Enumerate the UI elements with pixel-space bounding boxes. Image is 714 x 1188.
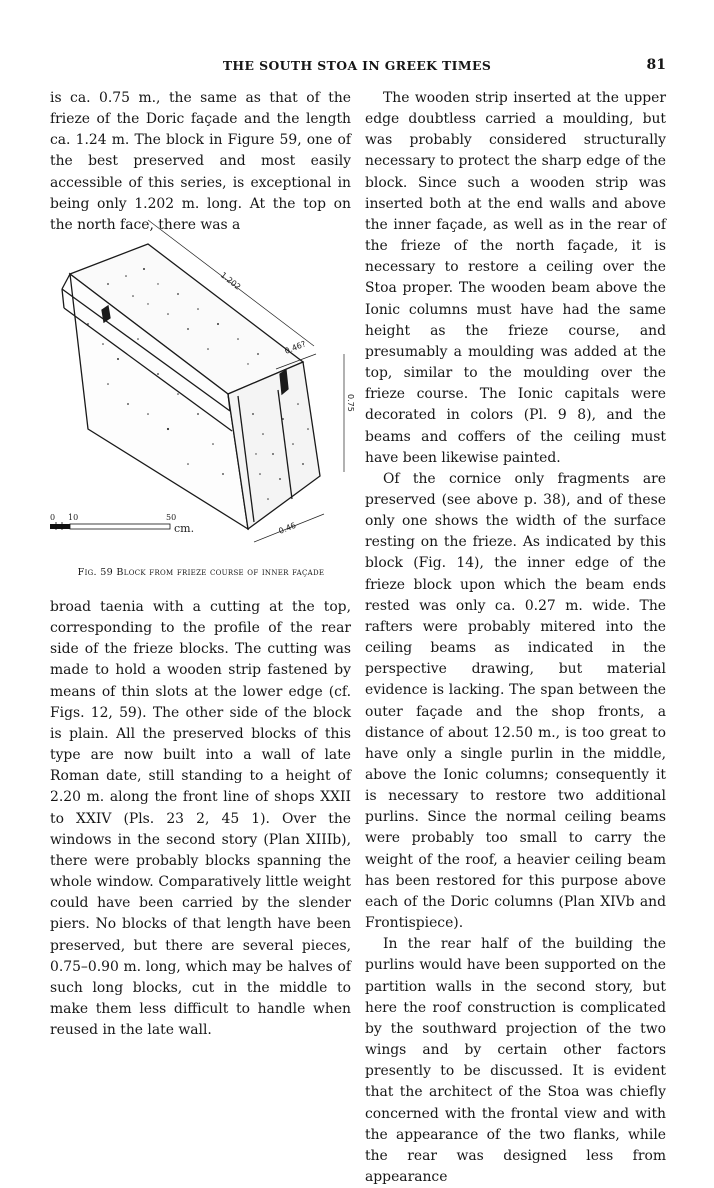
left-paragraph-bottom: broad taenia with a cutting at the top, corresponding to the profile of the rear side of the frieze blocks. The cutting was made to hold a wooden strip fastened by means of thin slots at the lower edge (cf. Figs. 12, 59). The other side of the block is plain. All the preserved blocks of this type are now built into a wall of late Roman date, still standing to a height of 2.20 m. along the front line of shops XXII to XXIV (Pls. 23 2, 45 1). Over the windows in the second story (Plan XIIIb), there were probably blocks spanning the whole window. Comparatively little weight could have been carried by the slender piers. No blocks of that length have been preserved, but there are several pieces, 0.75–0.90 m. long, which may be halves of such long blocks, cut in the middle to make them less difficult to handle when reused in the late wall. bbox=[50, 599, 351, 1039]
running-header bbox=[0, 56, 714, 78]
left-paragraph-top: is ca. 0.75 m., the same as that of the frieze of the Doric façade and the length ca. 1.24 m. The block in Figure 59, one of the best preserved and most easily accessible of this series, is exceptional in being only 1.202 m. long. At the top on the north face, there was a bbox=[50, 90, 351, 233]
scale-unit: cm. bbox=[174, 522, 195, 535]
right-paragraph-2: Of the cornice only fragments are preserved (see above p. 38), and of these only one shows the width of the surface resting on the frieze. As indicated by this block (Fig. 14), the inner edge of the frieze block upon which the beam ends rested was only ca. 0.27 m. wide. The rafters were probably mitered into the ceiling beams as indicated in the perspective drawing, but material evidence is lacking. The span between the outer façade and the shop fronts, a distance of about 12.50 m., is too great to have only a single purlin in the middle, above the Ionic columns; consequently it is necessary to restore two additional purlins. Since the normal ceiling beams were probably too small to carry the weight of the roof, a heavier ceiling beam has been restored for this purpose above each of the Doric columns (Plan XIVb and Frontispiece). bbox=[365, 470, 666, 932]
scale-label-start: 0 bbox=[50, 513, 56, 522]
scale-bar bbox=[50, 522, 170, 530]
block-outline bbox=[62, 244, 320, 529]
right-column bbox=[365, 88, 666, 1188]
left-column-bottom bbox=[50, 597, 351, 1041]
page-number: 81 bbox=[646, 57, 666, 73]
dim-length: 1.202 bbox=[218, 270, 243, 292]
dim-height: 0.75 bbox=[346, 394, 355, 412]
figure-59 bbox=[48, 214, 354, 600]
running-title: THE SOUTH STOA IN GREEK TIMES bbox=[222, 58, 492, 73]
dim-depth-top: 0.46? bbox=[283, 339, 308, 356]
scale-label-50: 50 bbox=[166, 513, 177, 522]
scale-label-10: 10 bbox=[68, 513, 79, 522]
dim-depth-bottom: 0.46 bbox=[277, 520, 298, 536]
right-paragraph-1: The wooden strip inserted at the upper edge doubtless carried a moulding, but was probably considered structurally necessary to protect the sharp edge of the block. Since such a wooden strip was inserted both at the end walls and above the inner façade, as well as in the rear of the frieze of the north façade, it is necessary to restore a ceiling over the Stoa proper. The wooden beam above the Ionic columns must have had the same height as the frieze course, and presumably a moulding was added at the top, similar to the moulding over the frieze course. The Ionic capitals were decorated in colors (Pl. 9 8), and the beams and coffers of the ceiling must have been likewise painted. bbox=[365, 90, 666, 466]
right-paragraph-3: In the rear half of the building the purlins would have been supported on the partition walls in the second story, but here the roof construction is complicated by the southward projection of the two wings and by certain other factors presently to be discussed. It is evident that the architect of the Stoa was chiefly concerned with the frontal view and with the appearance of the two flanks, while the rear was designed less from appearance bbox=[365, 936, 666, 1185]
block-drawing bbox=[48, 214, 354, 566]
figure-caption: Fig. 59 Block from frieze course of inner façade bbox=[77, 567, 325, 578]
